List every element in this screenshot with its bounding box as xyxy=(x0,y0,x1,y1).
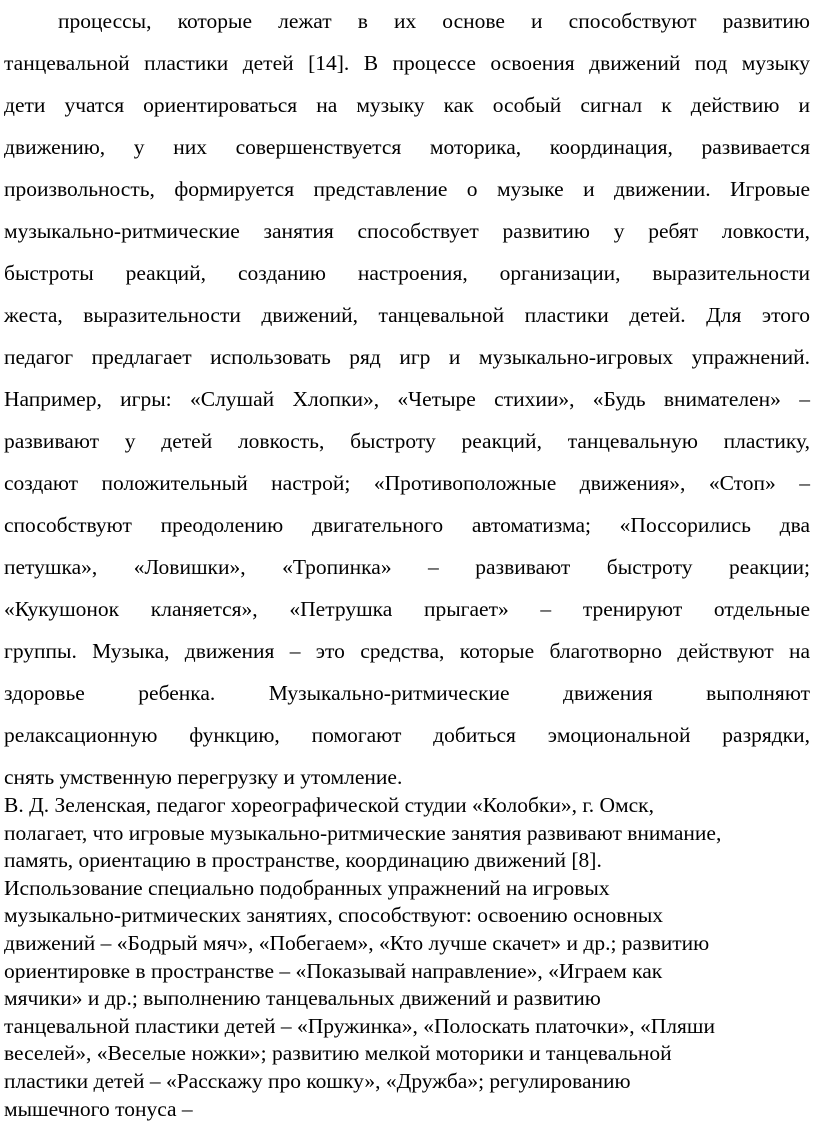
paragraph-1-line: петушка», «Ловишки», «Тропинка» – развивают быстроту реакции; xyxy=(4,555,810,579)
paragraph-1-line: движению, у них совершенствуется моторика, координация, развивается xyxy=(4,135,810,159)
paragraph-1-line: процессы, которые лежат в их основе и способствуют развитию xyxy=(58,9,810,33)
paragraph-2-line: движений – «Бодрый мяч», «Побегаем», «Кто лучше скачет» и др.; развитию xyxy=(4,930,710,955)
paragraph-1-line: снять умственную перегрузку и утомление. xyxy=(4,765,403,789)
paragraph-2-line: мячики» и др.; выполнению танцевальных движений и развитию xyxy=(4,986,601,1011)
paragraph-2-line: веселей», «Веселые ножки»; развитию мелкой моторики и танцевальной xyxy=(4,1041,672,1066)
paragraph-1-line: Например, игры: «Слушай Хлопки», «Четыре стихии», «Будь внимателен» – xyxy=(4,387,810,411)
paragraph-1-line: способствуют преодолению двигательного автоматизма; «Поссорились два xyxy=(4,513,810,537)
paragraph-1-line: быстроты реакций, созданию настроения, организации, выразительности xyxy=(4,261,810,285)
paragraph-1-line: дети учатся ориентироваться на музыку как особый сигнал к действию и xyxy=(4,93,810,117)
paragraph-1-line: группы. Музыка, движения – это средства, которые благотворно действуют на xyxy=(4,639,810,663)
paragraph-1-line: релаксационную функцию, помогают добиться эмоциональной разрядки, xyxy=(4,723,810,747)
paragraph-2 xyxy=(4,792,810,1123)
paragraph-2-line: полагает, что игровые музыкально-ритмические занятия развивают внимание, xyxy=(4,820,722,845)
paragraph-1-line: «Кукушонок кланяется», «Петрушка прыгает» – тренируют отдельные xyxy=(4,597,810,621)
paragraph-1-line: здоровье ребенка. Музыкально-ритмические движения выполняют xyxy=(4,681,810,705)
paragraph-1-line: музыкально-ритмические занятия способствует развитию у ребят ловкости, xyxy=(4,219,810,243)
paragraph-1-line: танцевальной пластики детей [14]. В процессе освоения движений под музыку xyxy=(4,51,810,75)
paragraph-1-line: жеста, выразительности движений, танцевальной пластики детей. Для этого xyxy=(4,303,810,327)
paragraph-1-line: создают положительный настрой; «Противоположные движения», «Стоп» – xyxy=(4,471,810,495)
paragraph-1-line: произвольность, формируется представление о музыке и движении. Игровые xyxy=(4,177,810,201)
paragraph-2-line: ориентировке в пространстве – «Показывай направление», «Играем как xyxy=(4,958,663,983)
paragraph-2-line: память, ориентацию в пространстве, координацию движений [8]. xyxy=(4,848,602,873)
paragraph-1-line: развивают у детей ловкость, быстроту реакций, танцевальную пластику, xyxy=(4,429,810,453)
paragraph-2-line: музыкально-ритмических занятиях, способствуют: освоению основных xyxy=(4,903,664,928)
paragraph-2-line: мышечного тонуса – xyxy=(4,1096,193,1121)
paragraph-2-line: Использование специально подобранных упражнений на игровых xyxy=(4,875,610,900)
paragraph-2-line: пластики детей – «Расскажу про кошку», «Дружба»; регулированию xyxy=(4,1068,631,1093)
paragraph-1 xyxy=(4,0,810,798)
paragraph-2-line: танцевальной пластики детей – «Пружинка», «Полоскать платочки», «Пляши xyxy=(4,1013,715,1038)
paragraph-2-line: В. Д. Зеленская, педагог хореографической студии «Колобки», г. Омск, xyxy=(4,793,654,817)
paragraph-1-line: педагог предлагает использовать ряд игр и музыкально-игровых упражнений. xyxy=(4,345,810,369)
